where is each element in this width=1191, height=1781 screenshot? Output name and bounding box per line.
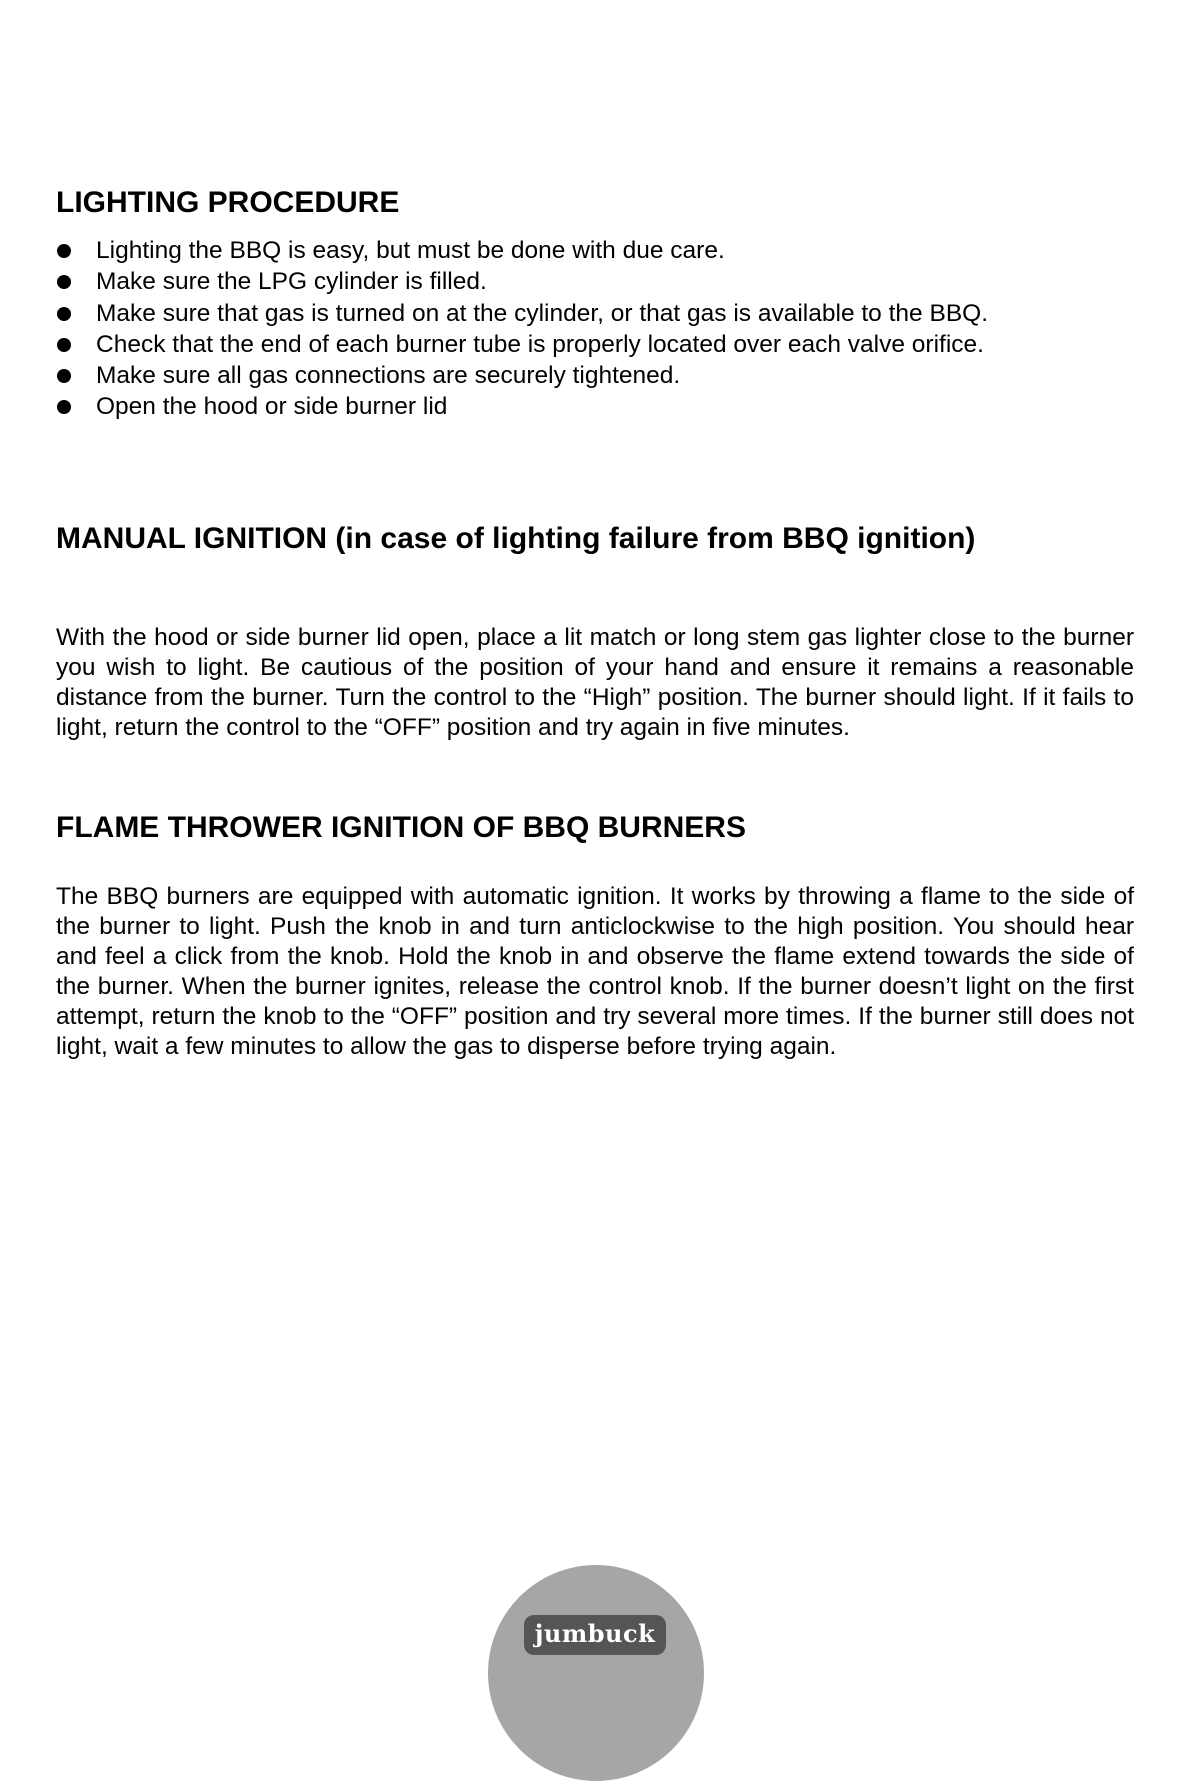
- list-item: [56, 266, 988, 297]
- jumbuck-logo: [524, 1615, 666, 1655]
- bullet-icon: [57, 244, 71, 258]
- list-item-text: Lighting the BBQ is easy, but must be done with due care.: [96, 237, 725, 264]
- footer-logo-circle: [488, 1565, 704, 1781]
- lighting-procedure-heading: LIGHTING PROCEDURE: [56, 186, 400, 219]
- list-item-text: Make sure all gas connections are securely tightened.: [96, 362, 681, 390]
- list-item: [56, 298, 988, 329]
- flame-thrower-heading: FLAME THROWER IGNITION OF BBQ BURNERS: [56, 811, 746, 844]
- bullet-icon: [57, 338, 71, 352]
- list-item: [56, 235, 988, 266]
- bullet-icon: [57, 369, 71, 383]
- list-item-text: Check that the end of each burner tube is properly located over each valve orifice.: [96, 330, 984, 358]
- bullet-icon: [57, 400, 71, 414]
- list-item: [56, 329, 988, 360]
- bullet-icon: [57, 275, 71, 289]
- bullet-icon: [57, 307, 71, 321]
- list-item: [56, 391, 988, 422]
- lighting-procedure-list: [56, 235, 988, 423]
- list-item: [56, 360, 988, 391]
- flame-thrower-paragraph: The BBQ burners are equipped with automatic ignition. It works by throwing a flame to the side of the burner to light. Push the knob in and turn anticlockwise to the high position. You should hear and feel a click from the knob. Hold the knob in and observe the flame extend towards the side of the burner. When the burner ignites, release the control knob. If the burner doesn’t light on the first attempt, return the knob to the “OFF” position and try several more times. If the burner still does not light, wait a few minutes to allow the gas to disperse before trying again.: [56, 883, 1134, 1060]
- brand-logo-text: jumbuck: [534, 1619, 656, 1648]
- manual-ignition-heading: MANUAL IGNITION (in case of lighting failure from BBQ ignition): [56, 522, 976, 555]
- list-item-text: Open the hood or side burner lid: [96, 393, 448, 421]
- list-item-text: Make sure the LPG cylinder is filled.: [96, 268, 487, 296]
- manual-ignition-paragraph: With the hood or side burner lid open, place a lit match or long stem gas lighter close to the burner you wish to light. Be cautious of the position of your hand and ensure it remains a reasonable distance from the burner. Turn the control to the “High” position. The burner should light. If it fails to light, return the control to the “OFF” position and try again in five minutes.: [56, 624, 1134, 741]
- list-item-text: Make sure that gas is turned on at the cylinder, or that gas is available to the BBQ.: [96, 299, 989, 327]
